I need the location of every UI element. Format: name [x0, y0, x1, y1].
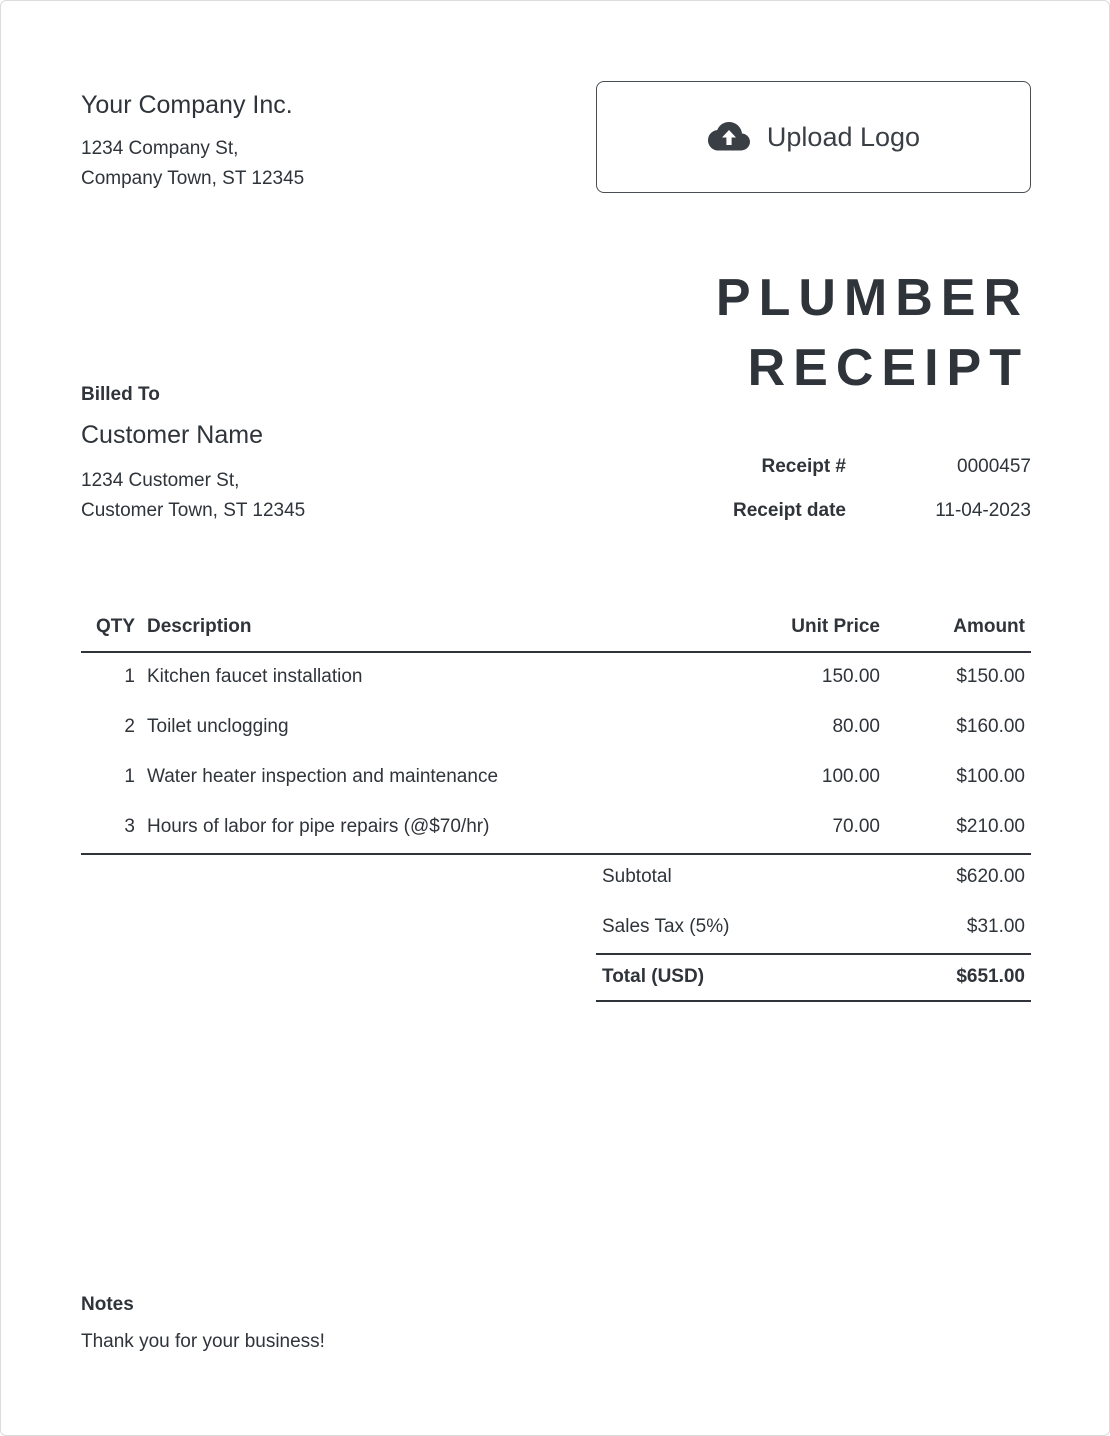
table-row[interactable] [81, 703, 1031, 753]
sales-tax-label: Sales Tax (5%) [602, 916, 730, 937]
receipt-number-row [601, 456, 1031, 482]
customer-address-line1: 1234 Customer St, [81, 470, 240, 491]
receipt-number-label: Receipt # [761, 456, 846, 477]
table-row[interactable] [81, 803, 1031, 853]
company-name[interactable]: Your Company Inc. [81, 91, 293, 119]
item-unit-price: 100.00 [821, 766, 880, 787]
customer-name[interactable]: Customer Name [81, 421, 263, 449]
customer-address-line2: Customer Town, ST 12345 [81, 500, 306, 521]
subtotal-label: Subtotal [602, 866, 672, 887]
header-description: Description [147, 616, 252, 637]
company-address-line1: 1234 Company St, [81, 138, 239, 159]
item-unit-price: 150.00 [821, 666, 880, 687]
header-unit-price: Unit Price [791, 616, 880, 637]
items-table-header [81, 613, 1031, 653]
receipt-date-row [601, 500, 1031, 526]
billed-to-label: Billed To [81, 384, 160, 405]
title-line2: RECEIPT [747, 339, 1029, 397]
item-amount: $100.00 [956, 766, 1025, 787]
item-description: Toilet unclogging [147, 716, 289, 737]
receipt-date-label: Receipt date [733, 500, 846, 521]
receipt-number-value[interactable]: 0000457 [957, 456, 1031, 477]
item-qty: 1 [124, 766, 135, 787]
notes-label: Notes [81, 1294, 134, 1315]
header-qty: QTY [95, 616, 135, 637]
header-amount: Amount [953, 616, 1025, 637]
item-description: Hours of labor for pipe repairs (@$70/hr) [147, 816, 490, 837]
item-amount: $210.00 [956, 816, 1025, 837]
notes-text[interactable]: Thank you for your business! [81, 1331, 325, 1352]
item-qty: 3 [124, 816, 135, 837]
table-row[interactable] [81, 753, 1031, 803]
total-row [596, 953, 1031, 1002]
company-address[interactable] [81, 134, 304, 194]
total-label: Total (USD) [602, 966, 705, 987]
customer-address[interactable] [81, 466, 305, 526]
upload-logo-button[interactable] [596, 81, 1031, 193]
subtotal-value: $620.00 [956, 866, 1025, 887]
item-description: Kitchen faucet installation [147, 666, 363, 687]
item-qty: 2 [124, 716, 135, 737]
receipt-date-value[interactable]: 11-04-2023 [935, 500, 1031, 521]
item-unit-price: 70.00 [832, 816, 880, 837]
item-amount: $160.00 [956, 716, 1025, 737]
company-address-line2: Company Town, ST 12345 [81, 168, 305, 189]
cloud-upload-icon [707, 121, 751, 153]
title-line1: PLUMBER [715, 269, 1029, 327]
item-qty: 1 [124, 666, 135, 687]
item-description: Water heater inspection and maintenance [147, 766, 499, 787]
total-value: $651.00 [956, 966, 1025, 987]
document-title [716, 263, 1029, 403]
upload-logo-label: Upload Logo [766, 121, 921, 152]
item-amount: $150.00 [956, 666, 1025, 687]
subtotal-row [596, 853, 1031, 903]
item-unit-price: 80.00 [832, 716, 880, 737]
sales-tax-row [596, 903, 1031, 953]
sales-tax-value: $31.00 [966, 916, 1025, 937]
table-row[interactable] [81, 653, 1031, 703]
